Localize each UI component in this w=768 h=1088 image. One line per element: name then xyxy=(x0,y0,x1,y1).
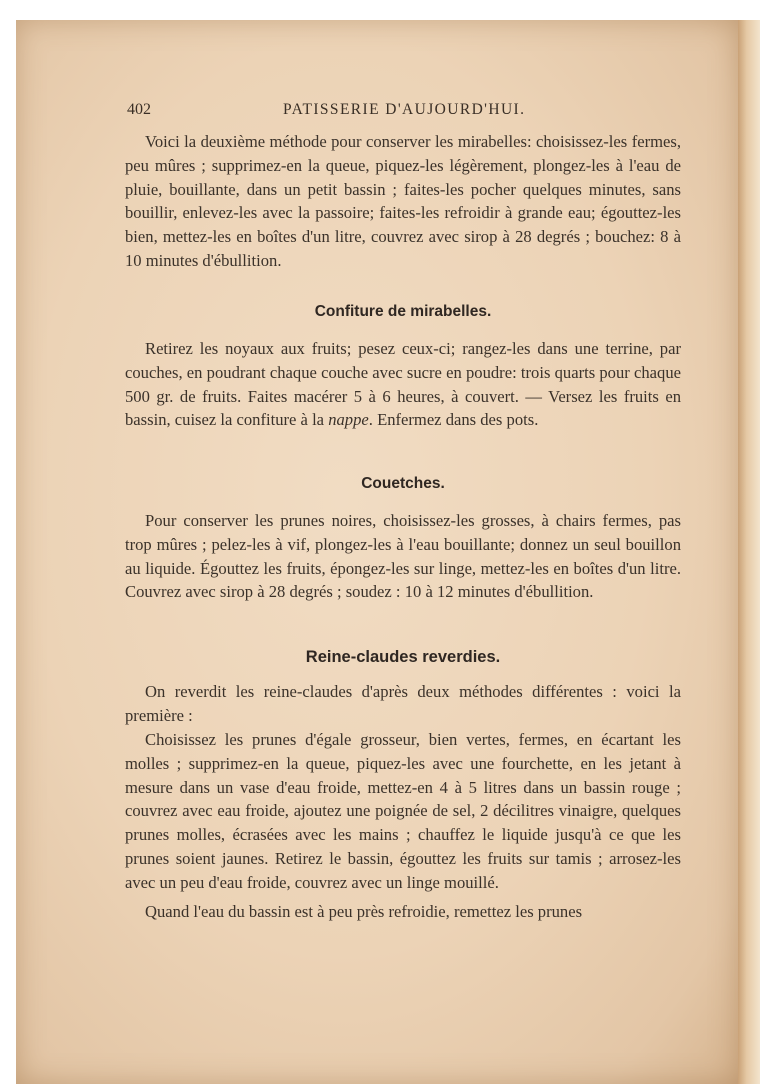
paragraph-continuation: Quand l'eau du bassin est à peu près refroidie, remettez les prunes xyxy=(145,902,583,921)
paragraph-confiture-end: . Enfermez dans des pots. xyxy=(368,410,539,430)
page-edge xyxy=(738,20,760,1084)
paragraph-reine-claudes-intro: On reverdit les reine-claudes d'après deux méthodes différentes : voici la première : xyxy=(125,682,681,725)
paragraph-confiture xyxy=(125,337,681,432)
running-title: PATISSERIE D'AUJOURD'HUI. xyxy=(283,101,526,118)
paragraph-mirabelles-method: Voici la deuxième méthode pour conserver les mirabelles: choisissez-les fermes, peu mûres ; supprimez-en la queue, piquez-les légèrement, plongez-les à l'eau de pluie, bouillante, dans un petit bassin ; faites-les pocher quelques minutes, sans bouillir, enlevez-les avec la passoire; faites-les refroidir à grande eau; égouttez-les bien, mettez-les en boîtes d'un litre, couvrez avec sirop à 28 degrés ; bouchez: 8 à 10 minutes d'ébullition. xyxy=(125,132,681,270)
paragraph-confiture-text: Retirez les noyaux aux fruits; pesez ceux-ci; rangez-les dans une terrine, par couches, en poudrant chaque couche avec sucre en poudre: trois quarts pour chaque 500 gr. de fruits. Faites macérer 5 à 6 heures, à couvert. — Versez les fruits en bassin, cuisez la confiture à la xyxy=(125,339,681,430)
page-number: 402 xyxy=(127,101,151,118)
heading-couetches: Couetches. xyxy=(361,475,445,492)
paragraph-confiture-italic: nappe xyxy=(328,410,369,430)
page-header xyxy=(125,101,685,125)
heading-reine-claudes-reverdies: Reine-claudes reverdies. xyxy=(305,648,501,666)
paragraph-reine-claudes-method: Choisissez les prunes d'égale grosseur, bien vertes, fermes, en écartant les molles ; supprimez-en la queue, piquez-les avec une fourchette, en les jetant à mesure dans un vase d'eau froide, mettez-en 4 à 5 litres dans un bassin rouge ; couvrez avec eau froide, ajoutez une poignée de sel, 2 décilitres vinaigre, quelques prunes molles, écrasées avec les mains ; chauffez le liquide jusqu'à ce que les prunes soient jaunes. Retirez le bassin, égouttez les fruits sur tamis ; arrosez-les avec un peu d'eau froide, couvrez avec un linge mouillé. xyxy=(125,730,681,892)
paragraph-couetches: Pour conserver les prunes noires, choisissez-les grosses, à chairs fermes, pas trop mûres ; pelez-les à vif, plongez-les à l'eau bouillante; donnez un seul bouillon au liquide. Égouttez les fruits, épongez-les sur linge, mettez-les en boîtes d'un litre. Couvrez avec sirop à 28 degrés ; soudez : 10 à 12 minutes d'ébullition. xyxy=(125,511,681,602)
heading-confiture-de-mirabelles: Confiture de mirabelles. xyxy=(314,303,492,320)
